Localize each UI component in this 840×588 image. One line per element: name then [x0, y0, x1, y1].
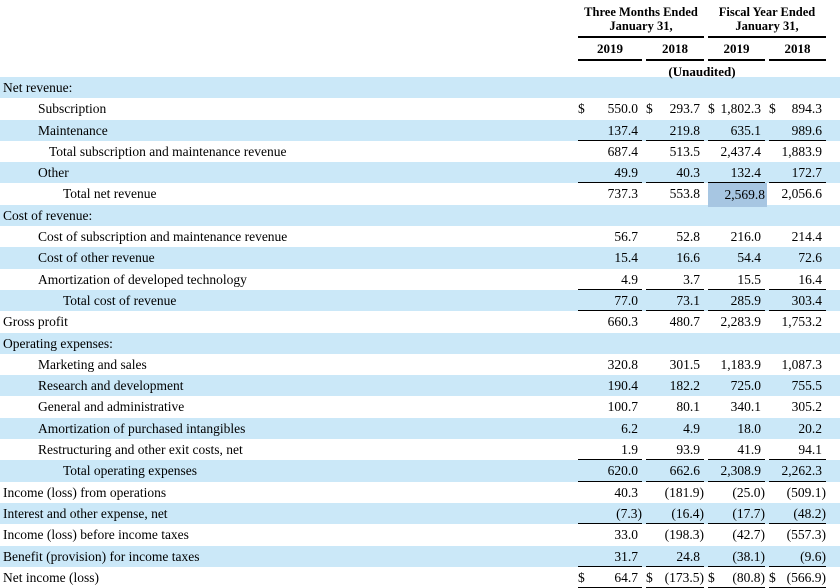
cell-value: 94.1: [798, 442, 822, 458]
row-cells: [578, 77, 826, 98]
row-label: Interest and other expense, net: [3, 505, 168, 521]
value-cell: [769, 460, 826, 481]
value-cell: [578, 418, 642, 439]
value-cell: [769, 162, 826, 183]
group-header-line: Fiscal Year Ended: [718, 5, 816, 19]
value-cell: [769, 141, 826, 162]
row-cells: [578, 333, 826, 354]
cell-value: (566.9): [786, 569, 826, 585]
value-cell: [578, 141, 642, 162]
value-cell: [646, 482, 704, 503]
cell-value: 340.1: [730, 399, 761, 415]
value-cell: [646, 418, 704, 439]
value-cell: [769, 418, 826, 439]
value-cell: [708, 396, 765, 417]
value-cell: [646, 162, 704, 183]
value-cell: [769, 375, 826, 396]
row-cells: [578, 311, 826, 332]
cell-value: 64.7: [614, 569, 638, 585]
table-header: [0, 0, 840, 77]
table-body: [0, 77, 840, 588]
row-label: Total operating expenses: [63, 463, 198, 479]
value-cell: [646, 524, 704, 545]
fiscal-year-group-header: [708, 6, 826, 38]
cell-value: 662.6: [669, 463, 700, 479]
row-label: Amortization of purchased intangibles: [38, 420, 246, 436]
cell-value: (80.8): [732, 569, 765, 585]
cell-value: (17.7): [732, 505, 765, 521]
cell-value: 49.9: [614, 165, 638, 181]
value-cell: [578, 290, 642, 311]
highlighted-value: 2,569.8: [708, 183, 767, 206]
cell-value: 660.3: [607, 314, 638, 330]
row-label: Total cost of revenue: [63, 292, 177, 308]
value-cell: [578, 503, 642, 524]
value-cell: [708, 226, 765, 247]
row-label: Cost of subscription and maintenance revenue: [38, 229, 288, 245]
cell-value: 73.1: [676, 292, 700, 308]
currency-symbol: $: [769, 101, 776, 117]
cell-value: 77.0: [614, 292, 638, 308]
value-cell: [646, 98, 704, 119]
cell-value: 687.4: [607, 143, 638, 159]
value-cell: [646, 567, 704, 588]
cell-value: 635.1: [730, 122, 761, 138]
value-cell: [578, 524, 642, 545]
cell-value: 1,087.3: [781, 356, 822, 372]
cell-value: 4.9: [683, 420, 700, 436]
cell-value: 132.4: [730, 165, 761, 181]
value-cell: [578, 396, 642, 417]
value-cell: [769, 546, 826, 567]
value-cell: [646, 247, 704, 268]
table-row: [0, 141, 840, 162]
value-cell: [769, 482, 826, 503]
cell-value: 24.8: [676, 548, 700, 564]
value-cell: [578, 269, 642, 290]
cell-value: 100.7: [607, 399, 638, 415]
cell-value: (181.9): [664, 484, 704, 500]
cell-value: 2,056.6: [781, 186, 822, 202]
value-cell: [708, 567, 765, 588]
value-cell: [646, 439, 704, 460]
currency-symbol: $: [708, 569, 715, 585]
row-label: Cost of other revenue: [38, 250, 155, 266]
row-label: Total subscription and maintenance revenue: [49, 143, 287, 159]
row-label: Cost of revenue:: [3, 207, 93, 223]
cell-value: 2,262.3: [781, 463, 822, 479]
row-cells: [578, 375, 826, 396]
row-cells: [578, 162, 826, 183]
value-cell: [708, 162, 765, 183]
cell-value: 620.0: [607, 463, 638, 479]
cell-value: 182.2: [669, 378, 700, 394]
table-row: [0, 482, 840, 503]
cell-value: (557.3): [786, 527, 826, 543]
value-cell: [769, 120, 826, 141]
row-cells: [578, 290, 826, 311]
cell-value: 755.5: [791, 378, 822, 394]
cell-value: 1,753.2: [781, 314, 822, 330]
row-label: Maintenance: [38, 122, 108, 138]
value-cell: [578, 98, 642, 119]
cell-value: 31.7: [614, 548, 638, 564]
cell-value: 1,183.9: [720, 356, 761, 372]
row-cells: [578, 503, 826, 524]
table-row: [0, 333, 840, 354]
value-cell: [646, 546, 704, 567]
cell-value: 285.9: [730, 292, 761, 308]
group-header-line: January 31,: [735, 18, 799, 33]
value-cell: [769, 503, 826, 524]
table-row: [0, 290, 840, 311]
numeric-column-headers: [578, 6, 826, 77]
cell-value: 305.2: [791, 399, 822, 415]
value-cell: [578, 482, 642, 503]
table-row: [0, 396, 840, 417]
row-label: Research and development: [38, 378, 184, 394]
cell-value: 15.4: [614, 250, 638, 266]
value-cell: [708, 460, 765, 481]
cell-value: 513.5: [669, 143, 700, 159]
table-row: [0, 418, 840, 439]
cell-value: 3.7: [683, 271, 700, 287]
value-cell: [578, 439, 642, 460]
row-cells: [578, 247, 826, 268]
cell-value: 6.2: [621, 420, 638, 436]
row-cells: [578, 141, 826, 162]
row-cells: [578, 546, 826, 567]
value-cell: [578, 546, 642, 567]
value-cell: [769, 226, 826, 247]
value-cell: [578, 354, 642, 375]
row-cells: [578, 418, 826, 439]
value-cell: [769, 77, 826, 98]
value-cell: [646, 333, 704, 354]
cell-value: 214.4: [791, 229, 822, 245]
value-cell: [578, 162, 642, 183]
cell-value: (198.3): [664, 527, 704, 543]
cell-value: 72.6: [798, 250, 822, 266]
year-column-header-3m-2019: 2019: [578, 40, 642, 61]
value-cell: [769, 524, 826, 545]
value-cell: [708, 290, 765, 311]
cell-value: 40.3: [614, 484, 638, 500]
value-cell: [708, 524, 765, 545]
cell-value: 550.0: [607, 101, 638, 117]
table-row: [0, 120, 840, 141]
value-cell: [708, 141, 765, 162]
cell-value: (173.5): [664, 569, 704, 585]
three-months-group-header: [578, 6, 704, 38]
value-cell: [578, 183, 642, 204]
value-cell: [578, 77, 642, 98]
cell-value: (25.0): [732, 484, 765, 500]
column-group-row: [578, 6, 826, 38]
year-column-header-3m-2018: 2018: [646, 40, 704, 61]
row-cells: [578, 567, 826, 588]
value-cell: [578, 460, 642, 481]
table-row: [0, 460, 840, 481]
row-cells: [578, 524, 826, 545]
value-cell: [578, 311, 642, 332]
cell-value: 54.4: [737, 250, 761, 266]
table-row: [0, 524, 840, 545]
cell-value: 301.5: [669, 356, 700, 372]
row-label: Other: [38, 165, 69, 181]
cell-value: 190.4: [607, 378, 638, 394]
year-header-row: [578, 40, 826, 61]
value-cell: [708, 375, 765, 396]
value-cell: [646, 77, 704, 98]
cell-value: (16.4): [671, 505, 704, 521]
value-cell: [769, 290, 826, 311]
row-label: Subscription: [38, 101, 107, 117]
value-cell: [769, 311, 826, 332]
value-cell: [578, 333, 642, 354]
value-cell: [646, 290, 704, 311]
cell-value: 4.9: [621, 271, 638, 287]
group-header-line: January 31,: [609, 18, 673, 33]
row-label: Net income (loss): [3, 569, 99, 585]
value-cell: [769, 439, 826, 460]
cell-value: 2,283.9: [720, 314, 761, 330]
value-cell: [708, 482, 765, 503]
row-cells: [578, 269, 826, 290]
cell-value: 80.1: [676, 399, 700, 415]
cell-value: 219.8: [669, 122, 700, 138]
value-cell: [708, 120, 765, 141]
value-cell: [769, 354, 826, 375]
table-row: [0, 226, 840, 247]
cell-value: 93.9: [676, 442, 700, 458]
currency-symbol: $: [578, 101, 585, 117]
cell-value: 2,437.4: [720, 143, 761, 159]
value-cell: [708, 205, 765, 226]
value-cell: [646, 311, 704, 332]
value-cell: [578, 205, 642, 226]
value-cell: [769, 396, 826, 417]
cell-value: 52.8: [676, 229, 700, 245]
row-label: Operating expenses:: [3, 335, 113, 351]
cell-value: (7.3): [616, 505, 642, 521]
table-row: [0, 183, 840, 204]
value-cell: [708, 311, 765, 332]
cell-value: 303.4: [791, 292, 822, 308]
value-cell: [708, 98, 765, 119]
value-cell: [646, 226, 704, 247]
row-label: Net revenue:: [3, 80, 73, 95]
value-cell: [578, 567, 642, 588]
row-label: Benefit (provision) for income taxes: [3, 548, 200, 564]
table-row: [0, 439, 840, 460]
cell-value: 894.3: [791, 101, 822, 117]
table-row: [0, 269, 840, 290]
table-row: [0, 162, 840, 183]
row-label: Gross profit: [3, 314, 68, 330]
value-cell: [708, 439, 765, 460]
table-row: [0, 375, 840, 396]
header-label-spacer: [0, 6, 578, 77]
cell-value: 16.6: [676, 250, 700, 266]
cell-value: 40.3: [676, 165, 700, 181]
value-cell: [646, 460, 704, 481]
row-label: Total net revenue: [63, 186, 157, 202]
year-column-header-fy-2018: 2018: [769, 40, 826, 61]
table-row: [0, 311, 840, 332]
cell-value: (38.1): [732, 548, 765, 564]
cell-value: 553.8: [669, 186, 700, 202]
table-row: [0, 567, 840, 588]
value-cell: [646, 396, 704, 417]
row-cells: [578, 226, 826, 247]
value-cell: [578, 120, 642, 141]
table-row: [0, 98, 840, 119]
row-label: Marketing and sales: [38, 356, 147, 372]
row-cells: [578, 354, 826, 375]
currency-symbol: $: [708, 101, 715, 117]
currency-symbol: $: [646, 101, 653, 117]
cell-value: 16.4: [798, 271, 822, 287]
cell-value: 15.5: [737, 271, 761, 287]
cell-value: 41.9: [737, 442, 761, 458]
table-row: [0, 354, 840, 375]
currency-symbol: $: [646, 569, 653, 585]
value-cell: [708, 546, 765, 567]
table-row: [0, 503, 840, 524]
currency-symbol: $: [769, 569, 776, 585]
value-cell: [708, 269, 765, 290]
value-cell: [708, 183, 765, 204]
row-label: Income (loss) from operations: [3, 484, 167, 500]
table-row: [0, 205, 840, 226]
unaudited-note: (Unaudited): [668, 64, 736, 79]
year-column-header-fy-2019: 2019: [708, 40, 765, 61]
cell-value: 1.9: [621, 442, 638, 458]
value-cell: [646, 375, 704, 396]
cell-value: 2,308.9: [720, 463, 761, 479]
row-cells: [578, 482, 826, 503]
cell-value: 172.7: [791, 165, 822, 181]
row-label: Restructuring and other exit costs, net: [38, 442, 243, 458]
row-cells: [578, 183, 826, 204]
value-cell: [708, 354, 765, 375]
cell-value: (48.2): [793, 505, 826, 521]
row-cells: [578, 460, 826, 481]
value-cell: [769, 183, 826, 204]
value-cell: [708, 247, 765, 268]
row-label: General and administrative: [38, 399, 185, 415]
cell-value: (509.1): [786, 484, 826, 500]
value-cell: [578, 375, 642, 396]
value-cell: [578, 226, 642, 247]
row-cells: [578, 439, 826, 460]
table-row: [0, 247, 840, 268]
value-cell: [646, 354, 704, 375]
value-cell: [708, 77, 765, 98]
value-cell: [646, 205, 704, 226]
value-cell: [646, 120, 704, 141]
cell-value: 137.4: [607, 122, 638, 138]
cell-value: 737.3: [607, 186, 638, 202]
row-cells: [578, 98, 826, 119]
currency-symbol: $: [578, 569, 585, 585]
value-cell: [769, 333, 826, 354]
value-cell: [646, 269, 704, 290]
cell-value: 56.7: [614, 229, 638, 245]
cell-value: 1,802.3: [720, 101, 761, 117]
value-cell: [708, 418, 765, 439]
value-cell: [708, 333, 765, 354]
cell-value: 216.0: [730, 229, 761, 245]
row-label: Income (loss) before income taxes: [3, 527, 189, 543]
cell-value: 293.7: [669, 101, 700, 117]
value-cell: [769, 567, 826, 588]
value-cell: [769, 98, 826, 119]
value-cell: [769, 247, 826, 268]
row-cells: [578, 120, 826, 141]
cell-value: 20.2: [798, 420, 822, 436]
value-cell: [708, 503, 765, 524]
table-row: [0, 77, 840, 98]
cell-value: (42.7): [732, 527, 765, 543]
cell-value: 480.7: [669, 314, 700, 330]
cell-value: 1,883.9: [781, 143, 822, 159]
value-cell: [769, 269, 826, 290]
cell-value: (9.6): [800, 548, 826, 564]
value-cell: [769, 205, 826, 226]
row-cells: [578, 396, 826, 417]
row-label: Amortization of developed technology: [38, 271, 247, 287]
value-cell: [646, 141, 704, 162]
cell-value: 989.6: [791, 122, 822, 138]
cell-value: 33.0: [614, 527, 638, 543]
value-cell: [646, 183, 704, 204]
value-cell: [578, 247, 642, 268]
cell-value: 725.0: [730, 378, 761, 394]
group-header-line: Three Months Ended: [584, 5, 698, 19]
table-row: [0, 546, 840, 567]
value-cell: [646, 503, 704, 524]
cell-value: 18.0: [737, 420, 761, 436]
row-cells: [578, 205, 826, 226]
cell-value: 320.8: [607, 356, 638, 372]
